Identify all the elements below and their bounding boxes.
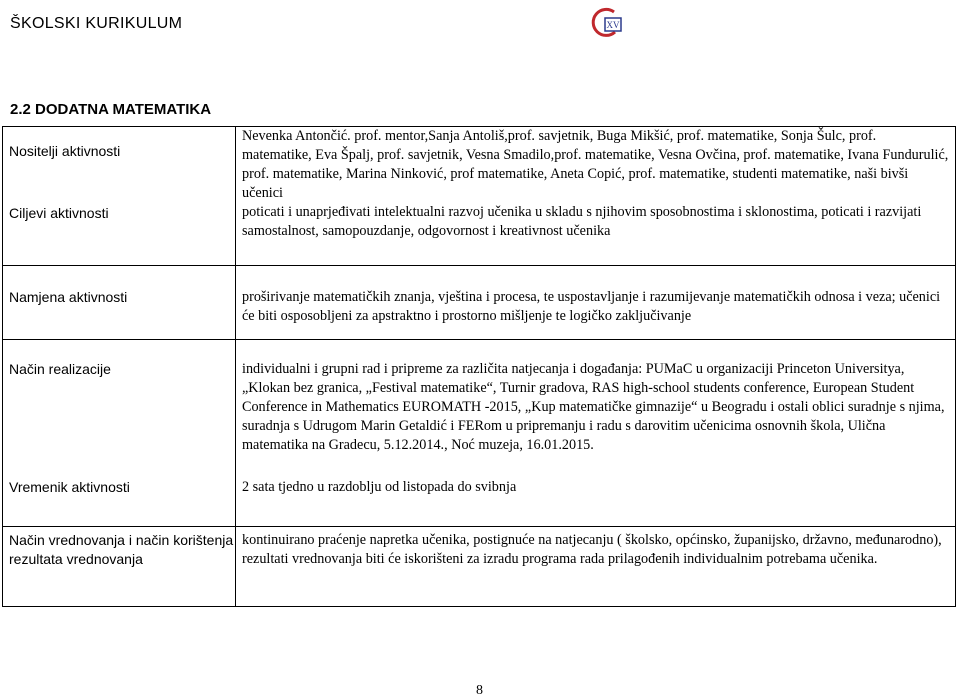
label-nacin: Način realizacije [9, 361, 111, 377]
value-ciljevi: poticati i unaprjeđivati intelektualni razvoj učenika u skladu s njihovim sposobnostima i sklonostima, poticati i razvijati samostalnost, samopouzdanje, odgovornost i kreativnost učenika [242, 204, 922, 239]
value-cell [236, 266, 956, 340]
table-row-nositelji-ciljevi [3, 127, 956, 266]
label-cell [3, 127, 236, 266]
value-nacin: individualni i grupni rad i pripreme za različita natjecanja i događanja: PUMaC u organizaciji Princeton Universitya, „Klokan bez granica, „Festival matematike“, Turnir gradova, RAS high-school students conference, European Student Conference in Mathematics EUROMATH -2015, „Kup matematičke gimnazije“ u Beogradu i ostali oblici suradnje s njima, suradnja s Udrugom Marin Getaldić i FERom u pripremanju i radu s darovitim učenicima osnovnih škola, Ulična matematika na Gradecu, 5.12.2014., Noć muzeja, 16.01.2015. [242, 361, 945, 453]
label-vremenik: Vremenik aktivnosti [9, 479, 130, 495]
label-ciljevi: Ciljevi aktivnosti [9, 205, 109, 221]
value-cell [236, 340, 956, 527]
value-cell [236, 527, 956, 607]
table-row-namjena [3, 266, 956, 340]
school-logo-icon [588, 6, 626, 40]
value-nositelji: Nevenka Antončić. prof. mentor,Sanja Antoliš,prof. savjetnik, Buga Mikšić, prof. matematike, Sonja Šulc, prof. matematike, Eva Špalj, prof. savjetnik, Vesna Smadilo,prof. matematike, Vesna Ovčina, prof. matematike, Ivana Fundurulić, prof. matematike, Marina Ninković, prof matematike, Aneta Copić, prof. matematike, studenti matematike, naši bivši učenici [242, 128, 949, 201]
label-vrednovanje: Način vrednovanja i način korištenja rezultata vrednovanja [9, 532, 234, 567]
table-row-nacin-vremenik [3, 340, 956, 527]
value-vremenik: 2 sata tjedno u razdoblju od listopada do svibnja [242, 479, 517, 495]
label-namjena: Namjena aktivnosti [9, 289, 128, 305]
value-cell [236, 127, 956, 266]
school-logo [588, 6, 626, 40]
label-cell [3, 340, 236, 527]
value-vrednovanje: kontinuirano praćenje napretka učenika, postignuće na natjecanju ( školsko, općinsko, županijsko, državno, međunarodno), rezultati vrednovanja biti će iskorišteni za izradu programa rada prilagođenih individualnim potrebama učenika. [242, 532, 942, 567]
logo-text: XV [606, 20, 620, 30]
label-cell [3, 266, 236, 340]
label-nositelji: Nositelji aktivnosti [9, 143, 121, 159]
page-number: 8 [476, 683, 483, 698]
document-header-title: ŠKOLSKI KURIKULUM [10, 15, 183, 32]
label-cell [3, 527, 236, 607]
table-row-vrednovanje [3, 527, 956, 607]
section-title: 2.2 DODATNA MATEMATIKA [10, 101, 212, 118]
activity-table [2, 126, 956, 607]
value-namjena: proširivanje matematičkih znanja, vještina i procesa, te uspostavljanje i razumijevanje matematičkih odnosa i veza; učenici će biti osposobljeni za apstraktno i prostorno mišljenje te logičko zaključivanje [242, 289, 941, 324]
